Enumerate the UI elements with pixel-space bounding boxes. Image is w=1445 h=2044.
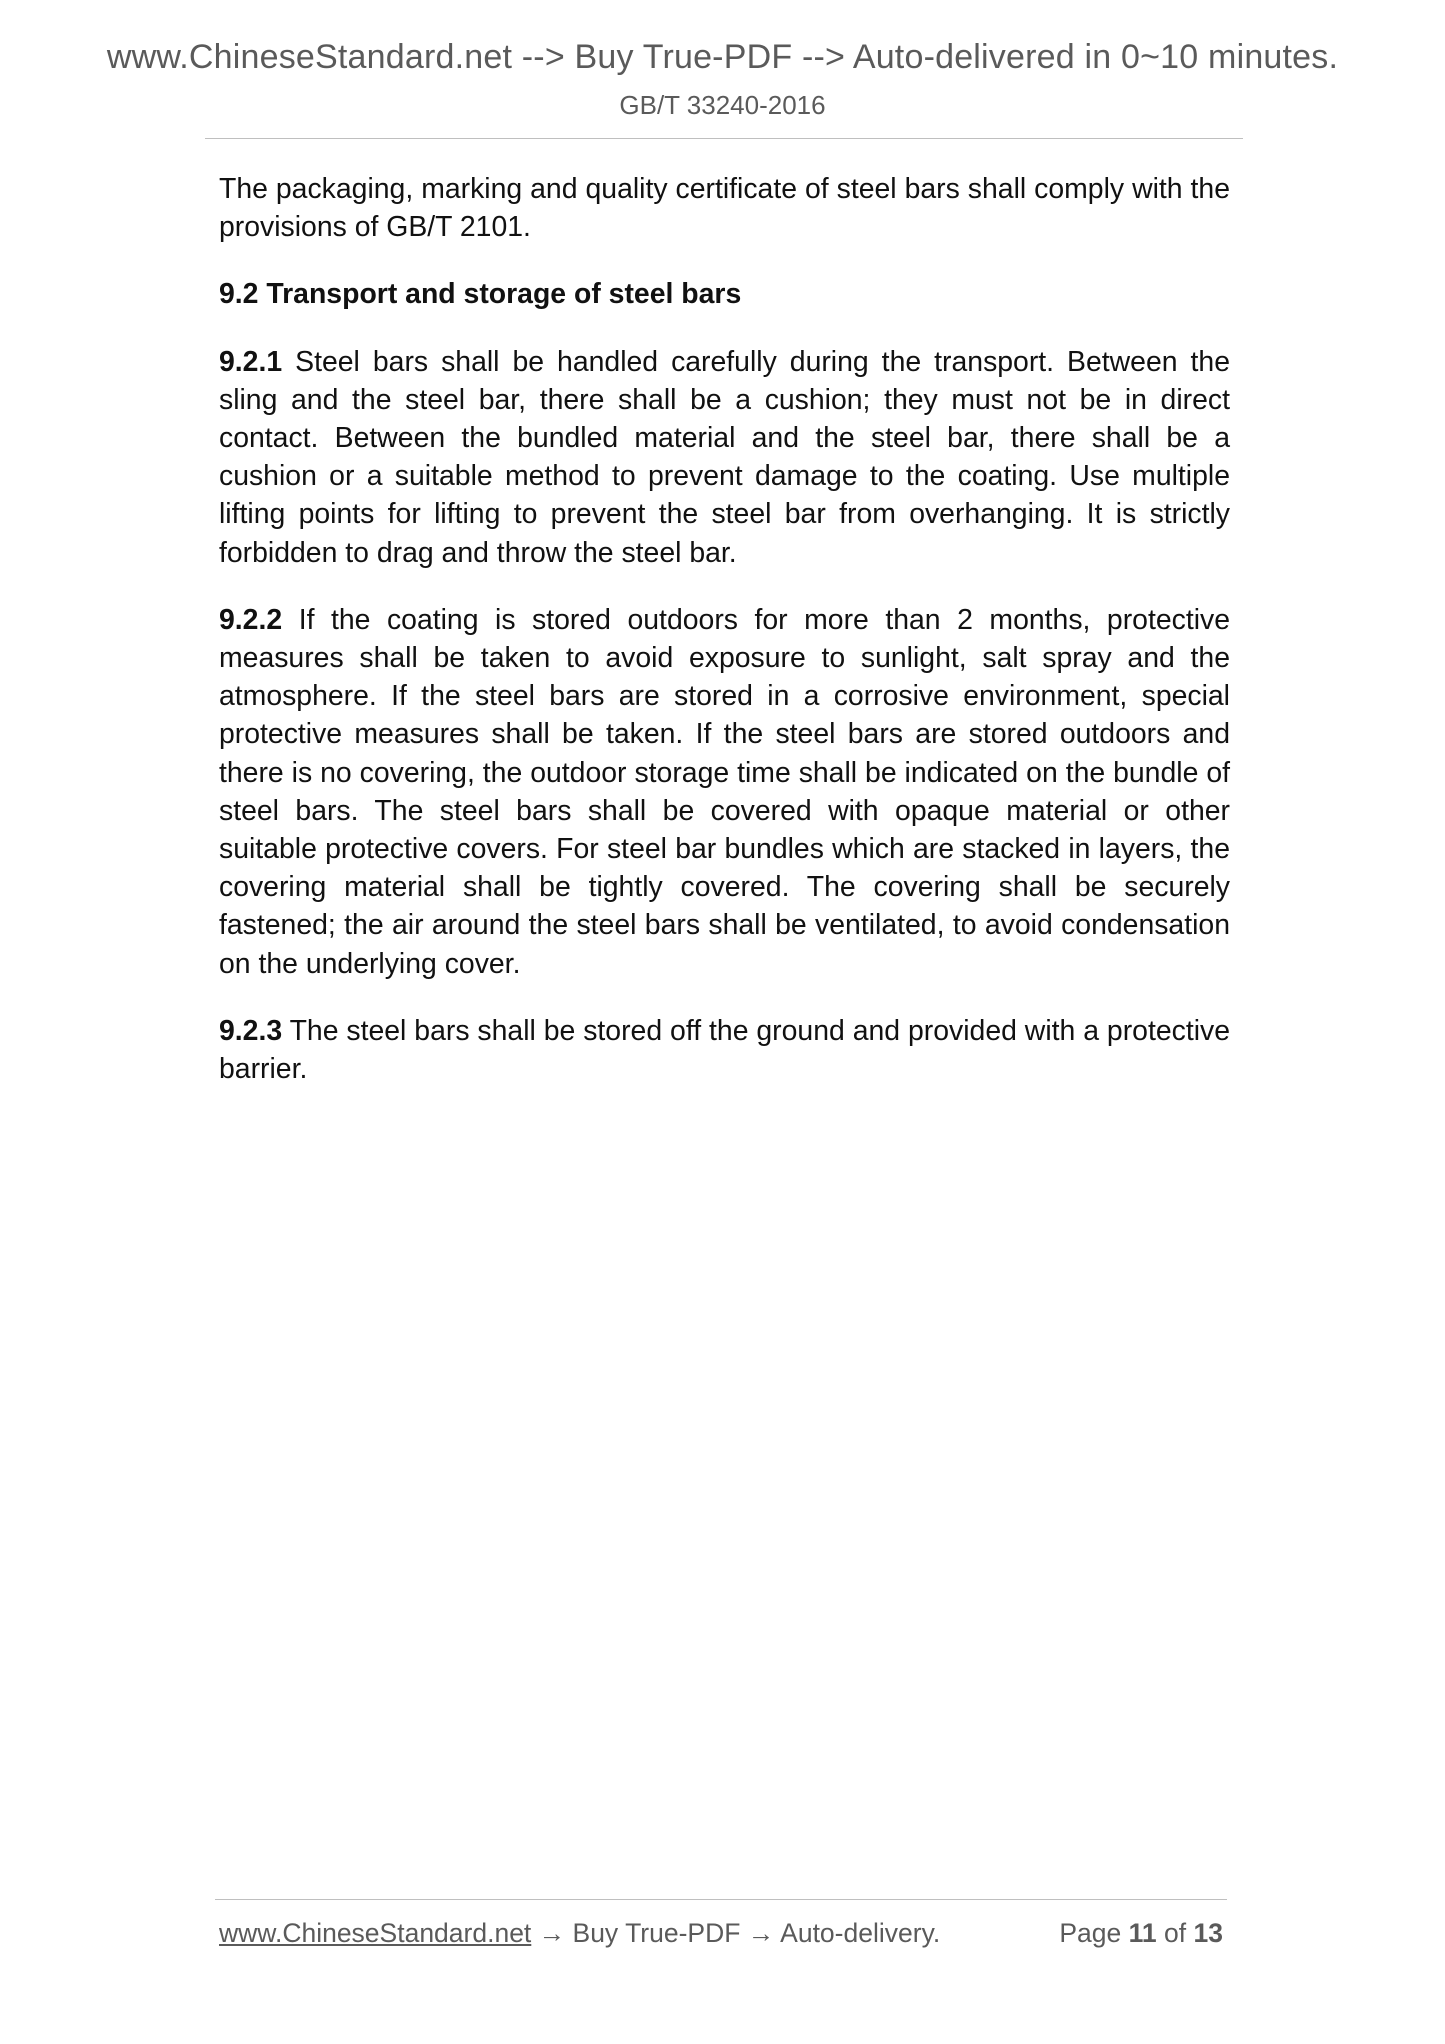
clause-9-2-2	[219, 601, 1230, 983]
total-pages-number: 13	[1193, 1918, 1223, 1948]
clause-text: The steel bars shall be stored off the ground and provided with a protective barrier.	[219, 1014, 1231, 1086]
page-indicator	[1059, 1918, 1223, 1949]
footer-divider	[215, 1899, 1227, 1900]
footer-promo	[219, 1918, 940, 1949]
section-heading: 9.2 Transport and storage of steel bars	[219, 278, 742, 311]
current-page-number: 11	[1128, 1918, 1157, 1948]
document-body	[219, 170, 1230, 1117]
header-banner: www.ChineseStandard.net --> Buy True-PDF --> Auto-delivered in 0~10 minutes.	[106, 38, 1339, 76]
header-divider	[205, 138, 1243, 139]
clause-number: 9.2.2	[219, 603, 283, 636]
intro-paragraph: The packaging, marking and quality certificate of steel bars shall comply with the provisions of GB/T 2101.	[219, 173, 1230, 244]
footer-tagline: → Buy True-PDF → Auto-delivery.	[531, 1918, 941, 1948]
clause-9-2-3	[219, 1012, 1230, 1088]
page-label: Page	[1059, 1918, 1122, 1948]
clause-text: If the coating is stored outdoors for more than 2 months, protective measures shall be taken to avoid exposure to sunlight, salt spray and the atmosphere. If the steel bars are stored in a corrosive environment, special protective measures shall be taken. If the steel bars are stored outdoors and there is no covering, the outdoor storage time shall be indicated on the bundle of steel bars. The steel bars shall be covered with opaque material or other suitable protective covers. For steel bar bundles which are stacked in layers, the covering material shall be tightly covered. The covering shall be securely fastened; the air around the steel bars shall be ventilated, to avoid condensation on the underlying cover.	[219, 603, 1231, 980]
website-link[interactable]: www.ChineseStandard.net	[219, 1918, 532, 1948]
clause-number: 9.2.3	[219, 1014, 283, 1047]
clause-number: 9.2.1	[219, 345, 283, 378]
clause-text: Steel bars shall be handled carefully during the transport. Between the sling and the steel bar, there shall be a cushion; they must not be in direct contact. Between the bundled material and the steel bar, there shall be a cushion or a suitable method to prevent damage to the coating. Use multiple lifting points for lifting to prevent the steel bar from overhanging. It is strictly forbidden to drag and throw the steel bar.	[219, 345, 1231, 569]
standard-code: GB/T 33240-2016	[619, 90, 826, 120]
page-of-label: of	[1164, 1918, 1187, 1948]
clause-9-2-1	[219, 343, 1230, 572]
